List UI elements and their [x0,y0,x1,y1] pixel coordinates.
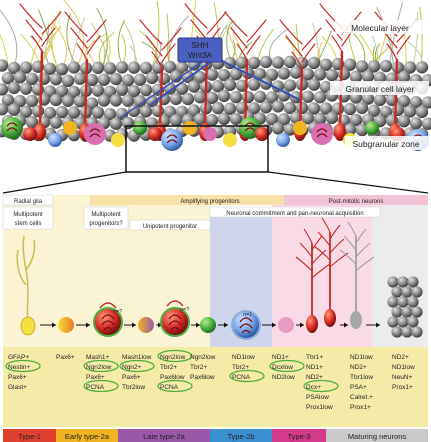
granule-cell [344,103,356,115]
granule-cell [290,66,302,78]
granule-cell [50,73,62,85]
marker-mature-a: Tbr1+ [306,354,324,361]
marker-mature-a: ND2+ [306,374,323,381]
granule-cell [272,56,284,68]
header-amplifying: Amplifying progenitors [180,199,240,205]
marker-late-c: Tbr2+ [190,364,208,371]
granule-cell [122,117,134,129]
marker-mid-2a: Pax6+ [86,374,105,381]
granule-cell [422,118,431,130]
granule-cell [110,73,122,85]
marker-mature-a: Dcx+ [306,384,321,391]
granule-cell [20,82,32,94]
granule-cell [62,75,74,87]
marker-type3: ND2low [272,374,295,381]
granule-cell [302,91,314,103]
granule-cell [242,91,254,103]
marker-mid-2a: Ngn2low [86,364,112,371]
marker-mature-c: Prox1+ [392,384,413,391]
granule-cell [110,118,122,130]
sgz-cell [203,127,217,141]
late-progenitor-cell [138,317,154,333]
granule-cell [14,71,26,83]
granule-cell [134,74,146,86]
marker-mature-a: Prox1low [306,404,333,411]
marker-mature-c: NeuN+ [392,374,413,381]
granule-cell [374,94,386,106]
marker-mature-a: ND1+ [306,364,323,371]
granule-cell [416,106,428,118]
granule-cell [128,61,140,73]
marker-late-b: Pax6low [160,374,185,381]
marker-type1: Pax6+ [8,374,27,381]
subgranular-zone-label: Subgranular zone [352,139,420,149]
granule-cell [398,115,410,127]
granule-cell [116,61,128,73]
sgz-cell [183,121,197,135]
granule-cell [194,91,206,103]
marker-late-b: Tbr2+ [160,364,178,371]
marker-mature-b: PSA+ [350,384,367,391]
granule-cell [278,67,290,79]
granule-cell [62,95,74,107]
signal-label-shh: SHH [191,41,209,50]
marker-type1: Glast+ [8,384,27,391]
sgz-cell [63,121,77,135]
header-unipotent: Unipotent progenitor [142,224,198,230]
marker-late-c: Ngn2low [190,354,216,361]
sgz-cell [255,127,269,141]
tissue-section [0,0,431,193]
sgz-cell [48,133,62,147]
early-progenitor-cell [58,317,74,333]
granule-cell [8,82,20,94]
sgz-cell [276,133,290,147]
granule-cell [116,83,128,95]
granule-cell [308,78,320,90]
granule-cell [182,93,194,105]
type3-cell [278,317,294,333]
marker-late-a: Tbr2low [122,384,146,391]
marker-mature-b: ND2+ [350,364,367,371]
granule-cell [140,105,152,117]
granular-layer-label: Granular cell layer [345,84,415,94]
granule-cell [0,83,8,95]
marker-type2b: ND1low [232,354,255,361]
granule-cell [260,101,272,113]
granule-cell [110,94,122,106]
granule-cell [314,91,326,103]
type-bar [3,429,428,442]
cycle-label-a: n=? [113,309,123,315]
marker-late-a: Ngn2+ [122,364,142,371]
marker-mature-b: Prox1+ [350,404,371,411]
marker-type2b: Tbr2+ [232,364,250,371]
granule-cell [338,68,350,80]
granule-cell [152,105,164,117]
granule-cell [50,94,62,106]
sgz-cell [223,133,237,147]
granule-cell [308,57,320,69]
sgz-cell [148,127,162,141]
header-multipotent-prog-2: progenitors? [89,221,123,227]
granule-cell [32,105,44,117]
granule-cell [170,114,182,126]
header-multipotent-prog-1: Multipotent [91,212,121,218]
granule-cell [392,104,404,116]
granule-cell [218,90,230,102]
granule-cell [272,100,284,112]
marker-late-b: PCNA [160,384,179,391]
header-commitment: Neuronal commitment and pan-neuronal acquisition [226,211,364,217]
granule-cell [68,61,80,73]
cycle-label-c: n=1 [243,312,253,318]
marker-type3: ND1+ [272,354,289,361]
granule-cell [212,102,224,114]
signal-label-wnt3a: Wnt3A [187,51,213,60]
type-label: Maturing neurons [347,432,407,441]
granule-cell [188,80,200,92]
granule-cell [98,94,110,106]
header-radial-glia: Radial glia [13,199,43,205]
type-label: Type-1 [18,432,41,441]
marker-mature-c: ND2+ [392,354,409,361]
granule-cell [326,112,338,124]
marker-mid-2a: Mash1+ [86,354,110,361]
granule-cell [284,56,296,68]
marker-late-c: Pax6low [190,374,215,381]
granule-cell [38,73,50,85]
granule-cell [98,74,110,86]
type-label: Type-2b [227,432,255,441]
cycle-label-b: n=? [180,307,190,313]
granule-cell [56,106,68,118]
unipotent-cell [200,317,216,333]
marker-late-a: Mash1low [122,354,152,361]
sgz-cell [293,121,307,135]
sgz-cell [365,121,379,135]
radial-glia-soma [21,317,35,335]
type-label: Late type-2a [143,432,185,441]
granule-cell [224,79,236,91]
granule-cell [230,91,242,103]
granule-cell [146,72,158,84]
granule-cell [92,106,104,118]
granule-cell [254,91,266,103]
marker-early-2a: Pax6+ [56,354,75,361]
granule-cell [50,116,62,128]
granule-cell [8,104,20,116]
type-label: Early type-2a [64,432,110,441]
marker-type1: GFAP+ [8,354,30,361]
header-multipotent-stem-1: Multipotent [13,212,43,218]
granule-cell [260,56,272,68]
granule-cell [218,113,230,125]
marker-type1: Nestin+ [8,364,31,371]
type-label: Type-3 [287,432,311,441]
header-postmitotic: Post-mitotic neurons [328,199,384,205]
granule-cell [74,95,86,107]
marker-mature-a: PSAlow [306,394,329,401]
marker-mid-2a: PCNA [86,384,105,391]
granule-cell [140,84,152,96]
sgz-cell [111,133,125,147]
marker-type2b: PCNA [232,374,251,381]
granule-cell [74,73,86,85]
granule-cell [92,62,104,74]
granule-cell [104,62,116,74]
marker-mature-c: ND1low [392,364,415,371]
granule-cell [170,93,182,105]
marker-late-a: Pax6+ [122,374,141,381]
molecular-layer-label: Molecular layer [351,23,409,33]
marker-late-b: Ngn2low [160,354,186,361]
granule-cell [416,61,428,73]
granule-cell [380,60,392,72]
granule-cell [362,70,374,82]
marker-mature-b: ND1low [350,354,373,361]
sgz-cell [133,121,147,135]
granule-cell [272,122,284,134]
sgz-cell [23,127,37,141]
granule-cell [356,102,368,114]
marker-type3: Dcxlow [272,364,293,371]
marker-mature-b: Tbr1low [350,374,374,381]
lineage-panel [3,195,428,442]
header-multipotent-stem-2: stem cells [14,221,42,227]
marker-mature-b: Calret.+ [350,394,373,401]
